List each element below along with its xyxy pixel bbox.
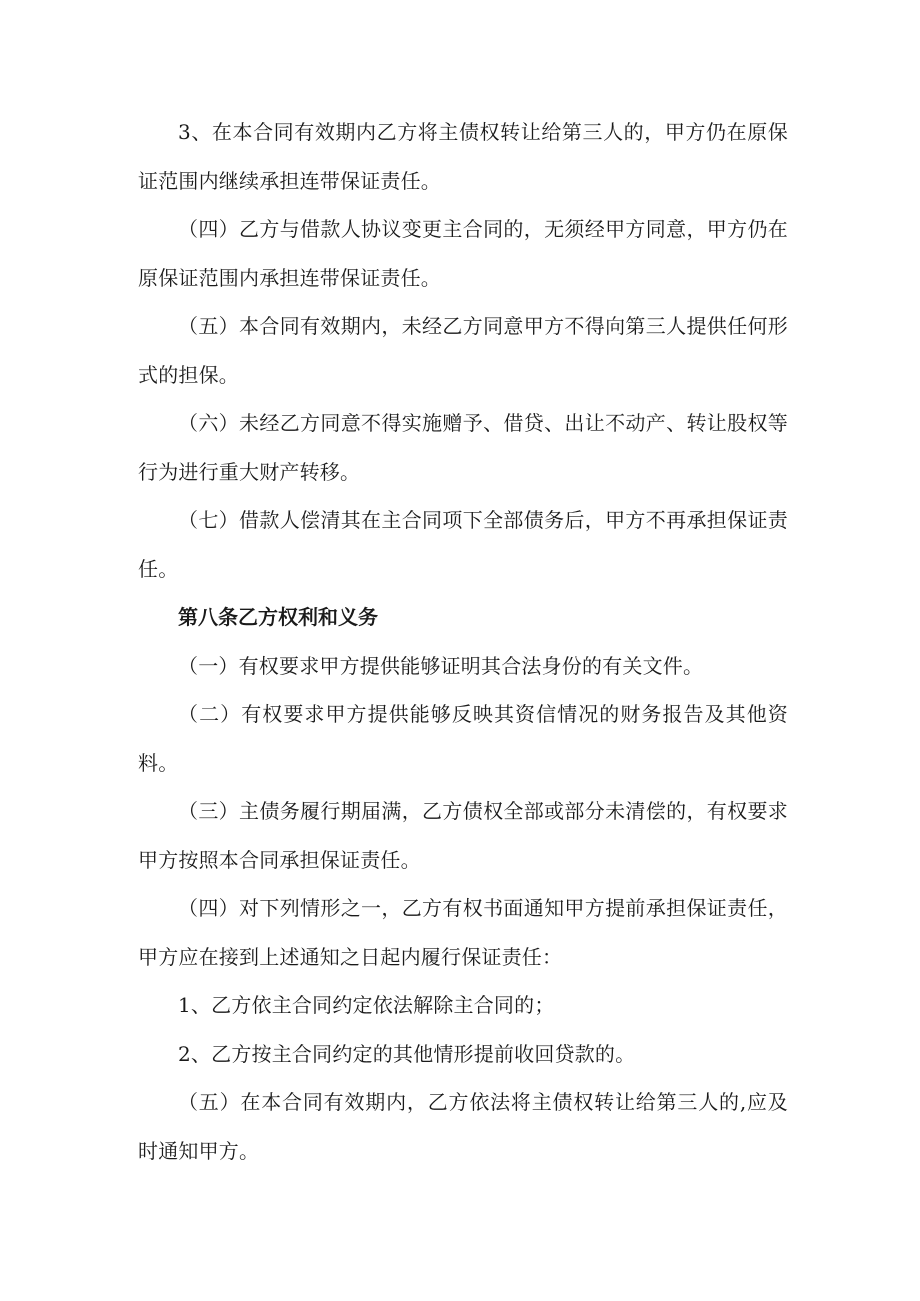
paragraph-case-2: 2、乙方按主合同约定的其他情形提前收回贷款的。 (178, 1041, 636, 1066)
paragraph-no-asset-transfer: （六）未经乙方同意不得实施赠予、借贷、出让不动产、转让股权等行为进行重大财产转移。 (138, 411, 788, 484)
paragraph-notify-transfer: （五）在本合同有效期内，乙方依法将主债权转让给第三人的,应及时通知甲方。 (138, 1090, 788, 1163)
paragraph-contract-change: （四）乙方与借款人协议变更主合同的，无须经甲方同意，甲方仍在原保证范围内承担连带保证责任。 (138, 217, 788, 290)
paragraph-early-guarantee: （四）对下列情形之一，乙方有权书面通知甲方提前承担保证责任，甲方应在接到上述通知之日起内履行保证责任： (138, 896, 788, 969)
document-page (138, 108, 788, 1175)
paragraph-debt-settled: （七）借款人偿清其在主合同项下全部债务后，甲方不再承担保证责任。 (138, 508, 788, 581)
paragraph-financial-reports: （二）有权要求甲方提供能够反映其资信情况的财务报告及其他资料。 (138, 702, 788, 775)
paragraph-case-1: 1、乙方依主合同约定依法解除主合同的； (178, 993, 555, 1017)
paragraph-claim-guarantee: （三）主债务履行期届满，乙方债权全部或部分未清偿的，有权要求甲方按照本合同承担保证责任。 (138, 799, 788, 872)
paragraph-identity-documents: （一）有权要求甲方提供能够证明其合法身份的有关文件。 (178, 653, 704, 678)
paragraph-guarantee-transfer: 3、在本合同有效期内乙方将主债权转让给第三人的，甲方仍在原保证范围内继续承担连带保证责任。 (138, 120, 788, 193)
paragraph-no-third-party-guarantee: （五）本合同有效期内，未经乙方同意甲方不得向第三人提供任何形式的担保。 (138, 314, 788, 387)
section-heading-article-8: 第八条乙方权利和义务 (178, 605, 378, 629)
